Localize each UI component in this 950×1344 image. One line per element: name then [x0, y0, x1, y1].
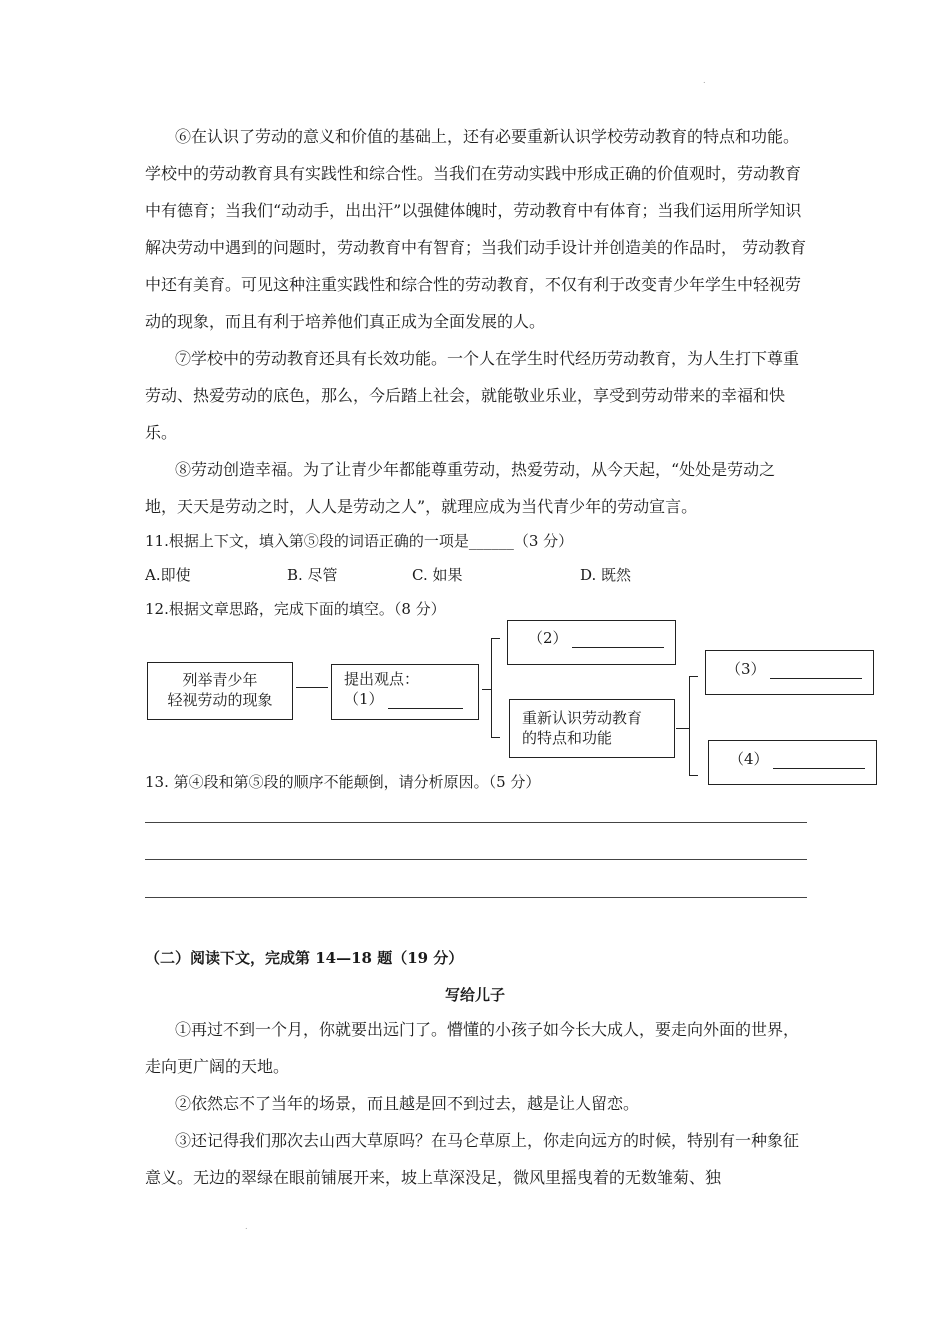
- box5-label: （3）: [726, 660, 766, 678]
- question-12-stem: 12.根据文章思路，完成下面的填空。（8 分）: [145, 600, 446, 618]
- q11-option-d: D. 既然: [580, 566, 632, 584]
- box2-title: 提出观点：: [344, 670, 420, 688]
- box4-line2: 的特点和功能: [522, 729, 613, 747]
- box4-line1: 重新认识劳动教育: [522, 709, 643, 727]
- scan-dot-2: .: [245, 1222, 248, 1231]
- answer-line-1[interactable]: [145, 822, 807, 823]
- box3-label: （2）: [528, 629, 568, 647]
- section2-paragraph-3: ③还记得我们那次去山西大草原吗？在马仑草原上，你走向远方的时候，特别有一种象征意义。无边的翠绿在眼前铺展开来，坡上草深没足，微风里摇曳着的无数雏菊、独: [145, 1131, 800, 1187]
- q11-option-c: C. 如果: [412, 566, 463, 584]
- paragraph-7: ⑦学校中的劳动教育还具有长效功能。一个人在学生时代经历劳动教育，为人生打下尊重劳动、热爱劳动的底色，那么，今后踏上社会，就能敬业乐业，享受到劳动带来的幸福和快乐。: [145, 349, 800, 442]
- article-title: 写给儿子: [444, 986, 505, 1004]
- q11-option-a: A.即使: [145, 566, 191, 584]
- paragraph-6: ⑥在认识了劳动的意义和价值的基础上，还有必要重新认识学校劳动教育的特点和功能。学校中的劳动教育具有实践性和综合性。当我们在劳动实践中形成正确的价值观时，劳动教育中有德育；当我们“动动手，出出汗”以强健体魄时，劳动教育中有体育；当我们运用所学知识解决劳动中遇到的问题时，劳动教育中有智育；当我们动手设计并创造美的作品时， 劳动教育中还有美育。可见这种注重实践性和综合性的劳动教育，不仅有利于改变青少年学生中轻视劳动的现象，而且有利于培养他们真正成为全面发展的人。: [145, 127, 807, 331]
- diagram-box-list-phenomenon: [147, 662, 293, 720]
- box2-blank-row: [344, 689, 478, 709]
- section2-paragraph-1: ①再过不到一个月，你就要出远门了。懵懂的小孩子如今长大成人，要走向外面的世界，走向更广阔的天地。: [145, 1020, 800, 1076]
- scan-dot: .: [703, 76, 706, 85]
- diagram-box-viewpoint: [331, 664, 479, 720]
- paragraph-8: ⑧劳动创造幸福。为了让青少年都能尊重劳动，热爱劳动，从今天起，“处处是劳动之地，天天是劳动之时，人人是劳动之人”，就理应成为当代青少年的劳动宣言。: [145, 460, 776, 516]
- section2-paragraph-2: ②依然忘不了当年的场景，而且越是回不到过去，越是让人留恋。: [175, 1094, 640, 1113]
- bracket-1: [491, 638, 500, 738]
- answer-line-3[interactable]: [145, 897, 807, 898]
- connector-1: [296, 687, 328, 688]
- answer-blank-1[interactable]: [388, 694, 463, 709]
- box2-blank-label: （1）: [344, 690, 384, 708]
- answer-blank-4[interactable]: [773, 754, 865, 769]
- diagram-box-blank-3: [705, 650, 874, 695]
- box1-line1: 列举青少年: [182, 671, 258, 689]
- connector-3: [676, 728, 689, 729]
- question-11-stem: 11.根据上下文，填入第⑤段的词语正确的一项是______（3 分）: [145, 532, 574, 550]
- diagram-box-features: [509, 699, 675, 758]
- answer-blank-3[interactable]: [770, 664, 862, 679]
- answer-blank-2[interactable]: [572, 633, 664, 648]
- bracket-2: [689, 676, 698, 776]
- answer-line-2[interactable]: [145, 859, 807, 860]
- section-2-heading: （二）阅读下文，完成第 14—18 题（19 分）: [145, 949, 464, 967]
- diagram-box-blank-2: [507, 620, 676, 665]
- diagram-box-blank-4: [708, 740, 877, 785]
- box1-line2: 轻视劳动的现象: [167, 691, 273, 709]
- question-13-stem: 13. 第④段和第⑤段的顺序不能颠倒，请分析原因。（5 分）: [145, 773, 541, 791]
- connector-2: [482, 689, 491, 690]
- box6-label: （4）: [729, 750, 769, 768]
- q11-option-b: B. 尽管: [287, 566, 338, 584]
